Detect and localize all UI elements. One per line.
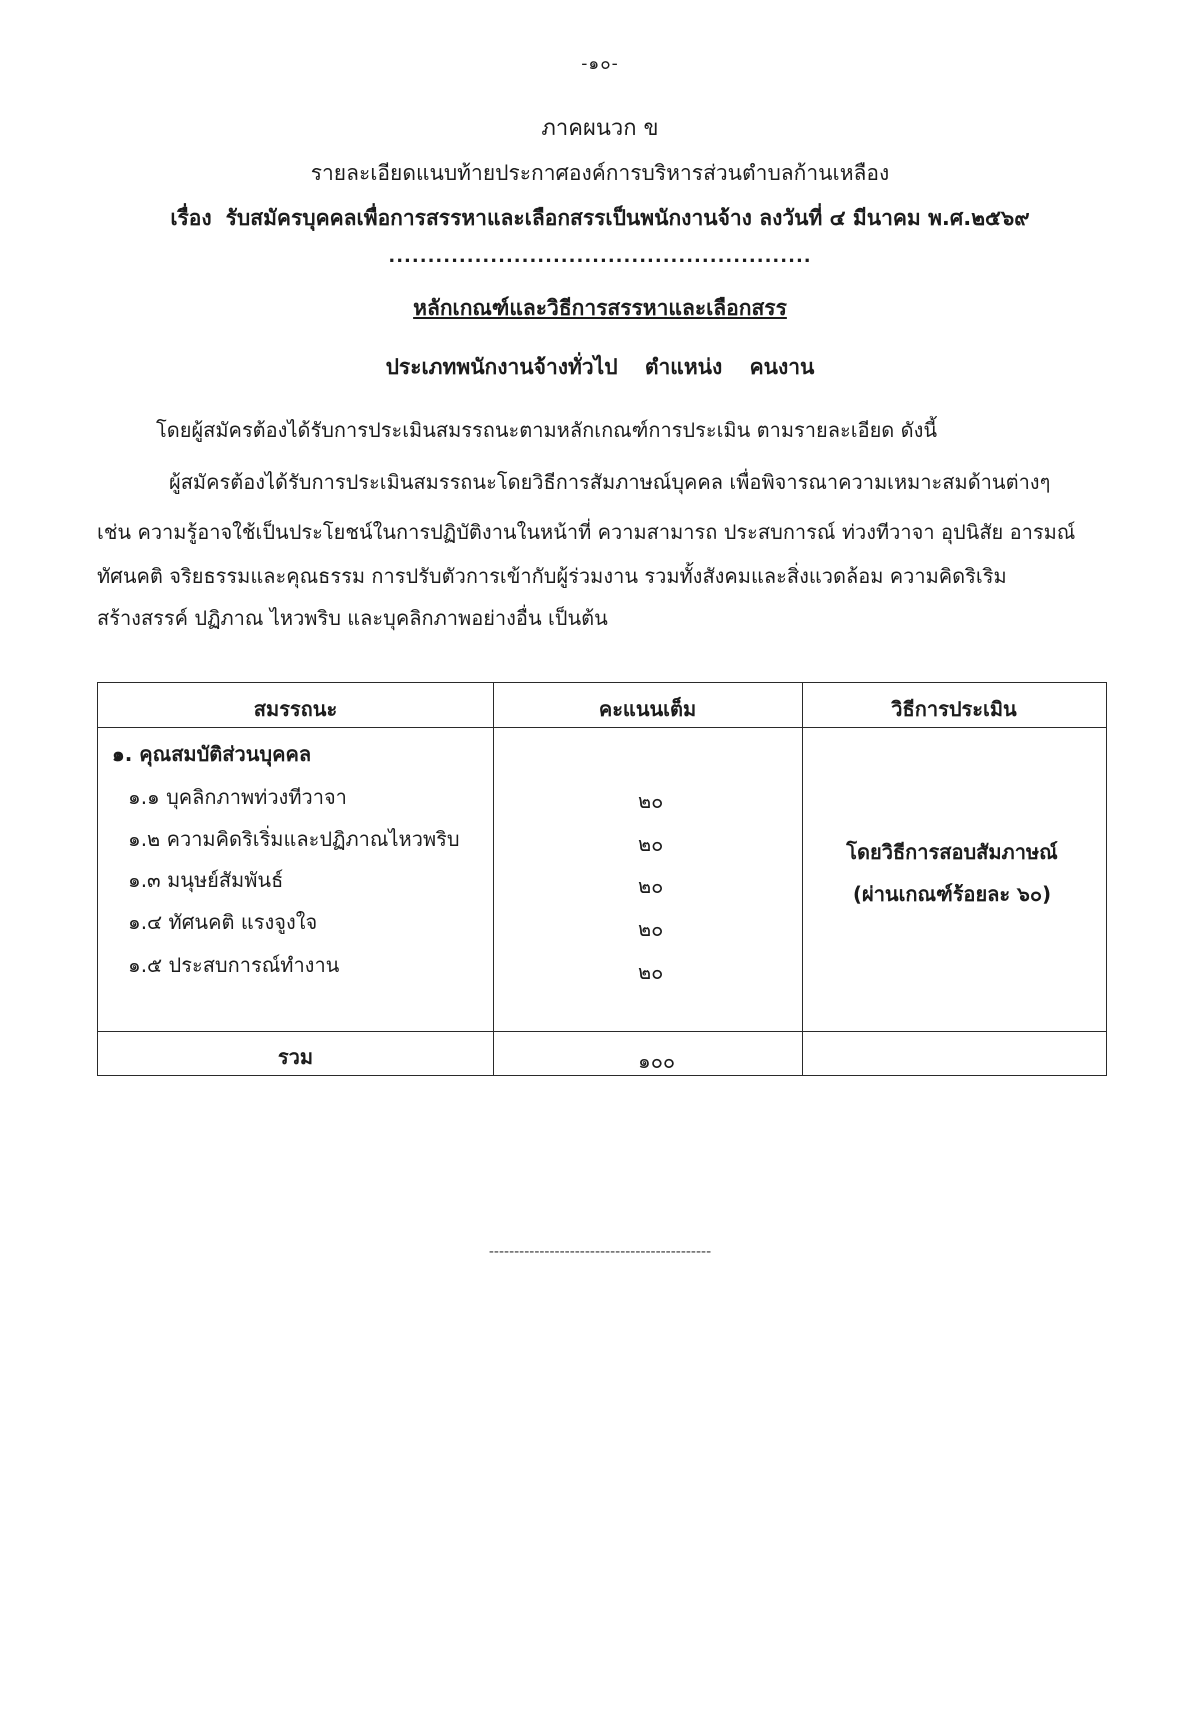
paragraph-line: สร้างสรรค์ ปฏิภาณ ไหวพริบ และบุคลิกภาพอย่างอื่น เป็นต้น [97,606,608,630]
competency-item: ๑.๕ ประสบการณ์ทำงาน [128,953,340,977]
paragraph-line: ผู้สมัครต้องได้รับการประเมินสมรรถนะโดยวิธีการสัมภาษณ์บุคคล เพื่อพิจารณาความเหมาะสมด้านต่างๆ [169,470,1051,494]
competency-item: ๑.๔ ทัศนคติ แรงจูงใจ [128,910,318,934]
table-total-divider [98,1031,1106,1032]
intro-text: โดยผู้สมัครต้องได้รับการประเมินสมรรถนะตามหลักเกณฑ์การประเมิน ตามรายละเอียด ดังนี้ [156,418,938,442]
paragraph-line: เช่น ความรู้อาจใช้เป็นประโยชน์ในการปฏิบัติงานในหน้าที่ ความสามารถ ประสบการณ์ ท่วงทีวาจา อุปนิสัย อารมณ์ [97,520,1076,544]
dotted-separator: ...................................................... [388,246,812,267]
evaluation-method [798,831,1106,915]
table-header-divider [98,727,1106,728]
position-name: คนงาน [749,355,815,379]
position-label: ตำแหน่ง [644,355,723,379]
end-of-document-line: -------------------------------------------- [488,1244,712,1260]
header-method: วิธีการประเมิน [891,697,1017,721]
section-heading: หลักเกณฑ์และวิธีการสรรหาและเลือกสรร [413,296,787,320]
subject-line [0,202,1200,235]
competency-score: ๒๐ [638,874,664,898]
competency-table [97,682,1107,1076]
appendix-title: ภาคผนวก ข [541,116,659,141]
competency-score: ๒๐ [638,917,664,941]
competency-item: ๑.๑ บุคลิกภาพท่วงทีวาจา [128,785,347,809]
method-line: โดยวิธีการสอบสัมภาษณ์ [846,840,1058,864]
paragraph-line: ทัศนคติ จริยธรรมและคุณธรรม การปรับตัวการเข้ากับผู้ร่วมงาน รวมทั้งสังคมและสิ่งแวดล้อม ความคิดริเริม [97,564,1007,588]
subject-label: เรื่อง [170,206,212,230]
competency-score: ๒๐ [638,960,664,984]
total-label: รวม [277,1045,314,1069]
total-score: ๑๐๐ [638,1049,676,1073]
subject-text: รับสมัครบุคคลเพื่อการสรรหาและเลือกสรรเป็นพนักงานจ้าง ลงวันที่ ๔ มีนาคม พ.ศ.๒๕๖๙ [225,206,1030,230]
method-criteria: (ผ่านเกณฑ์ร้อยละ ๖๐) [852,882,1052,906]
announcement-subtitle: รายละเอียดแนบท้ายประกาศองค์การบริหารส่วนตำบลก้านเหลือง [310,161,890,185]
table-column-divider [493,683,494,1075]
competency-item: ๑.๓ มนุษย์สัมพันธ์ [128,868,284,892]
position-line [0,351,1200,384]
header-full-score: คะแนนเต็ม [598,697,697,721]
competency-item: ๑.๒ ความคิดริเริ่มและปฏิภาณไหวพริบ [128,827,460,851]
section-title: ๑. คุณสมบัติส่วนบุคคล [112,742,312,766]
position-type: ประเภทพนักงานจ้างทั่วไป [385,355,618,379]
header-competency: สมรรถนะ [253,697,338,721]
competency-score: ๒๐ [638,789,664,813]
competency-score: ๒๐ [638,832,664,856]
page-number: -๑๐- [581,54,619,74]
